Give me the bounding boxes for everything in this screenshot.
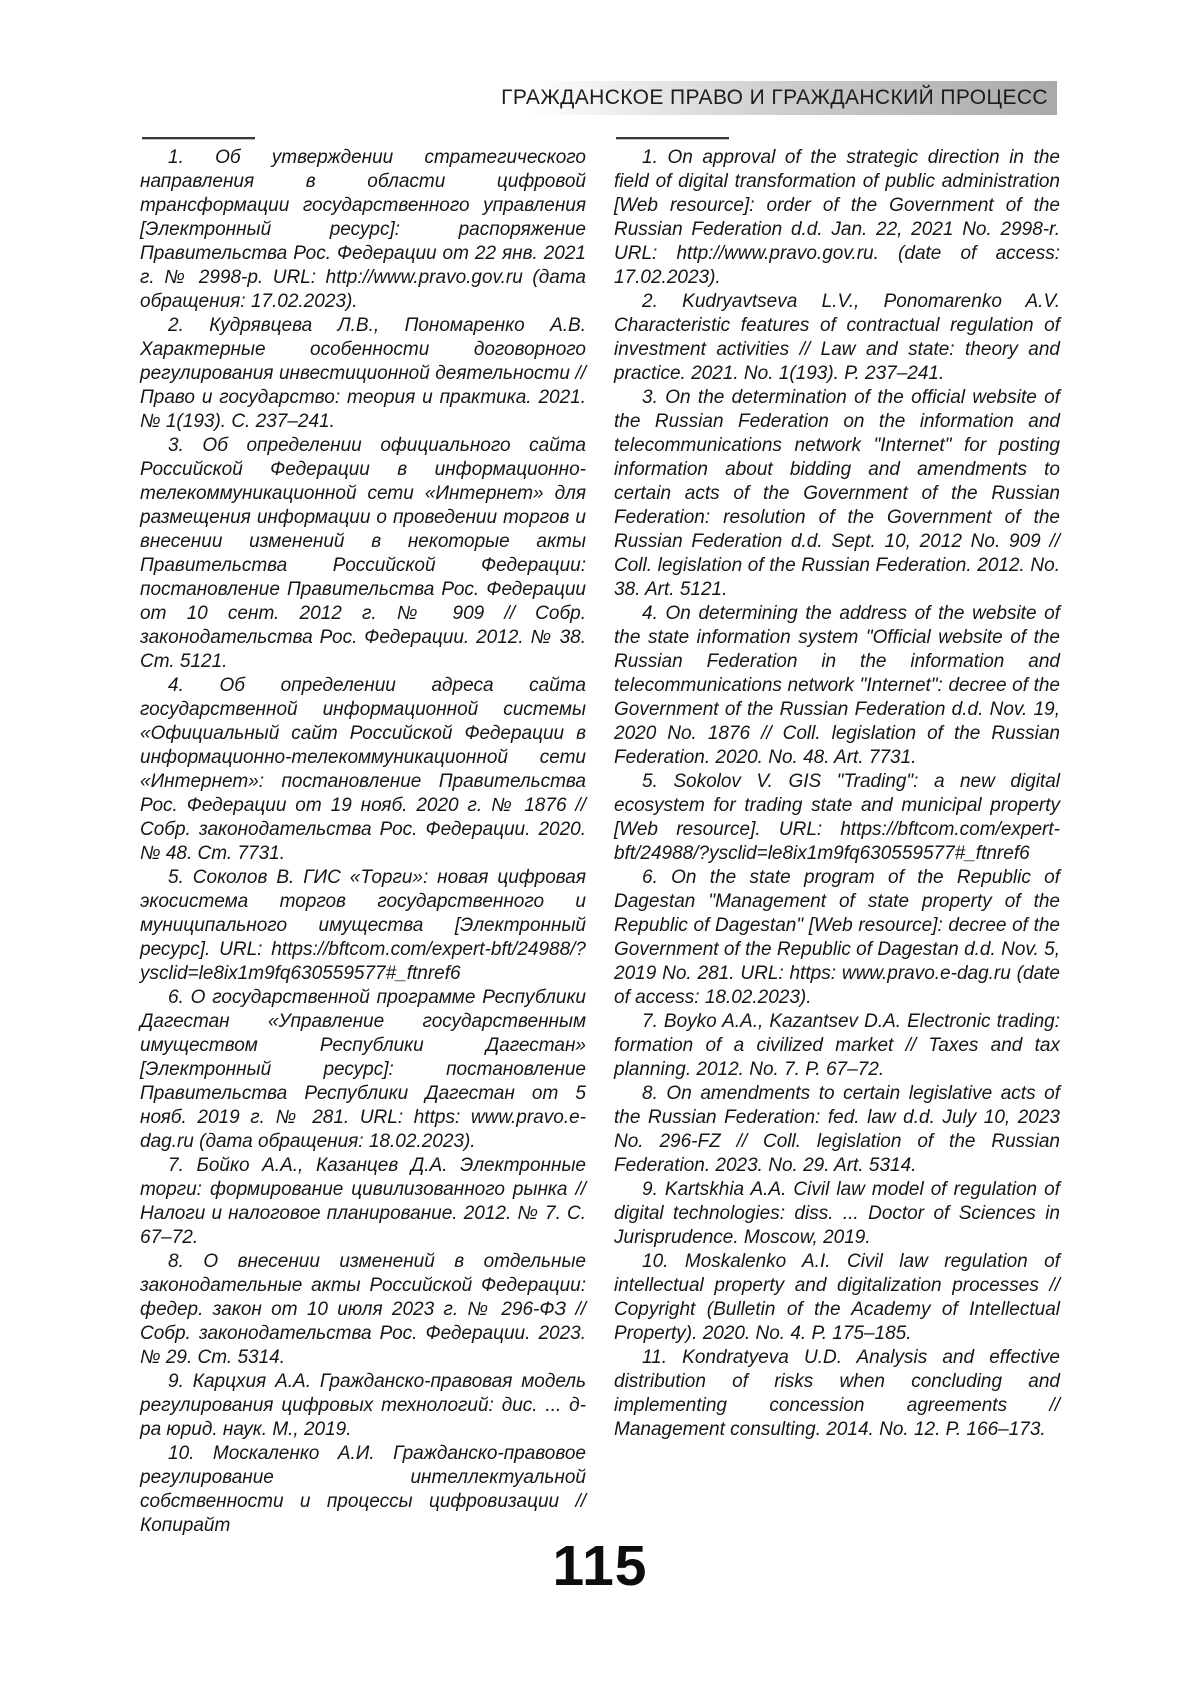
reference-item-english: 2. Kudryavtseva L.V., Ponomarenko A.V. Characteristic features of contractual regulation of investment activities // Law and state: theory and practice. 2021. No. 1(193). P. 237–241. (614, 291, 1060, 384)
reference-item-russian: 9. Карцхия А.А. Гражданско-правовая модель регулирования цифровых технологий: дис. ... д-ра юрид. наук. М., 2019. (140, 1371, 586, 1440)
reference-item-english: 8. On amendments to certain legislative acts of the Russian Federation: fed. law d.d. July 10, 2023 No. 296-FZ // Coll. legislation of the Russian Federation. 2023. No. 29. Art. 5314. (614, 1083, 1060, 1176)
reference-item-russian: 8. О внесении изменений в отдельные законодательные акты Российской Федерации: федер. закон от 10 июля 2023 г. № 296-ФЗ // Собр. законодательства Рос. Федерации. 2023. № 29. Ст. 5314. (140, 1251, 586, 1368)
reference-item-russian: 5. Соколов В. ГИС «Торги»: новая цифровая экосистема торгов государственного и муниципального имущества [Электронный ресурс]. URL: https://bftcom.com/expert-bft/24988/?ysclid=le8ix1m9fq630559577#_ftnref6 (140, 867, 586, 984)
reference-item-english: 11. Kondratyeva U.D. Analysis and effective distribution of risks when concluding and implementing concession agreements // Management consulting. 2014. No. 12. P. 166–173. (614, 1347, 1060, 1440)
reference-item-english: 10. Moskalenko A.I. Civil law regulation of intellectual property and digitalization processes // Copyright (Bulletin of the Academy of Intellectual Property). 2020. No. 4. P. 175–185. (614, 1251, 1060, 1344)
reference-item-english: 5. Sokolov V. GIS "Trading": a new digital ecosystem for trading state and municipal property [Web resource]. URL: https://bftcom.com/expert-bft/24988/?ysclid=le8ix1m9fq630559577#_ftnref6 (614, 771, 1060, 864)
page-number: 115 (552, 1534, 648, 1598)
reference-item-russian: 7. Бойко А.А., Казанцев Д.А. Электронные торги: формирование цивилизованного рынка // Налоги и налоговое планирование. 2012. № 7. С. 67–72. (140, 1155, 586, 1248)
reference-item-english: 3. On the determination of the official website of the Russian Federation on the information and telecommunications network "Internet" for posting information about bidding and amendments to certain acts of the Government of the Russian Federation: resolution of the Government of the Russian Federation d.d. Sept. 10, 2012 No. 909 // Coll. legislation of the Russian Federation. 2012. No. 38. Art. 5121. (614, 387, 1060, 600)
reference-item-russian: 2. Кудрявцева Л.В., Пономаренко А.В. Характерные особенности договорного регулирования инвестиционной деятельности // Право и государство: теория и практика. 2021. № 1(193). С. 237–241. (140, 315, 586, 432)
references-column-english (614, 137, 1060, 1538)
reference-item-english: 1. On approval of the strategic direction in the field of digital transformation of public administration [Web resource]: order of the Government of the Russian Federation d.d. Jan. 22, 2021 No. 2998-r. URL: http://www.pravo.gov.ru. (date of access: 17.02.2023). (614, 147, 1060, 288)
reference-item-russian: 1. Об утверждении стратегического направления в области цифровой трансформации государственного управления [Электронный ресурс]: распоряжение Правительства Рос. Федерации от 22 янв. 2021 г. № 2998-р. URL: http://www.pravo.gov.ru (дата обращения: 17.02.2023). (140, 147, 586, 312)
footnote-separator-left (142, 137, 255, 139)
reference-item-russian: 10. Москаленко А.И. Гражданско-правовое регулирование интеллектуальной собственности и процессы цифровизации // Копирайт (140, 1443, 586, 1536)
reference-item-russian: 3. Об определении официального сайта Российской Федерации в информационно-телекоммуникационной сети «Интернет» для размещения информации о проведении торгов и внесении изменений в некоторые акты Правительства Российской Федерации: постановление Правительства Рос. Федерации от 10 сент. 2012 г. № 909 // Собр. законодательства Рос. Федерации. 2012. № 38. Ст. 5121. (140, 435, 586, 672)
footnote-separator-right (616, 137, 729, 139)
references-list-english (614, 146, 1060, 1442)
references-columns (140, 137, 1060, 1538)
running-header-text: ГРАЖДАНСКОЕ ПРАВО И ГРАЖДАНСКИЙ ПРОЦЕСС (501, 86, 1048, 109)
reference-item-russian: 4. Об определении адреса сайта государственной информационной системы «Официальный сайт Российской Федерации в информационно-телекоммуникационной сети «Интернет»: постановление Правительства Рос. Федерации от 19 нояб. 2020 г. № 1876 // Собр. законодательства Рос. Федерации. 2020. № 48. Ст. 7731. (140, 675, 586, 864)
reference-item-english: 7. Boyko A.A., Kazantsev D.A. Electronic trading: formation of a civilized market // Taxes and tax planning. 2012. No. 7. P. 67–72. (614, 1011, 1060, 1080)
reference-item-russian: 6. О государственной программе Республики Дагестан «Управление государственным имуществом Республики Дагестан» [Электронный ресурс]: постановление Правительства Республики Дагестан от 5 нояб. 2019 г. № 281. URL: https: www.pravo.e-dag.ru (дата обращения: 18.02.2023). (140, 987, 586, 1152)
reference-item-english: 6. On the state program of the Republic of Dagestan "Management of state property of the Republic of Dagestan" [Web resource]: decree of the Government of the Republic of Dagestan d.d. Nov. 5, 2019 No. 281. URL: https: www.pravo.e-dag.ru (date of access: 18.02.2023). (614, 867, 1060, 1008)
references-column-russian (140, 137, 586, 1538)
reference-item-english: 4. On determining the address of the website of the state information system "Official website of the Russian Federation in the information and telecommunications network "Internet": decree of the Government of the Russian Federation d.d. Nov. 19, 2020 No. 1876 // Coll. legislation of the Russian Federation. 2020. No. 48. Art. 7731. (614, 603, 1060, 768)
running-header (501, 81, 1057, 115)
references-list-russian (140, 146, 586, 1538)
reference-item-english: 9. Kartskhia A.A. Civil law model of regulation of digital technologies: diss. ... Doctor of Sciences in Jurisprudence. Moscow, 2019. (614, 1179, 1060, 1248)
